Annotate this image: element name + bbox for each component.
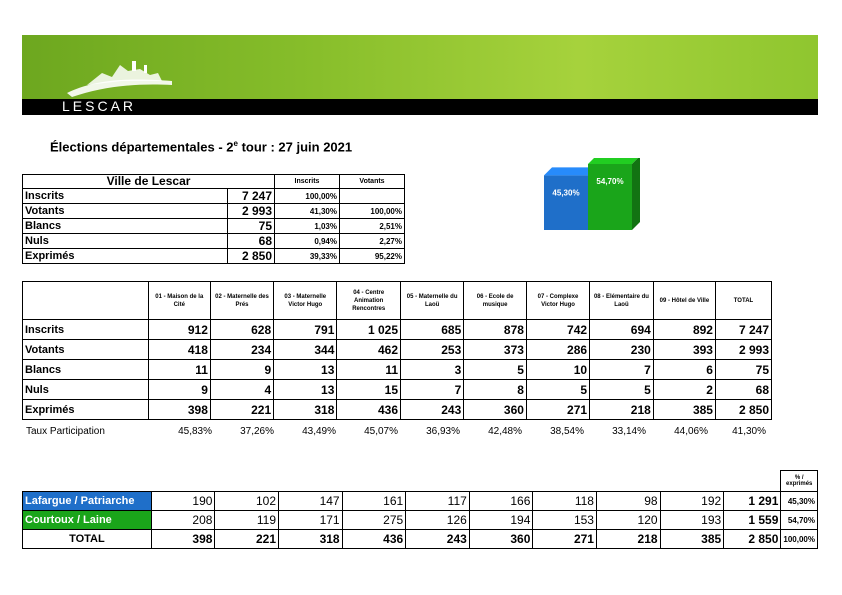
bureau-header: 03 - Maternelle Victor Hugo	[274, 282, 337, 320]
bureau-header: 04 - Centre Animation Rencontres	[337, 282, 401, 320]
candidate-label: TOTAL	[23, 530, 152, 549]
col-votants: Votants	[340, 175, 405, 189]
result-value: 126	[406, 511, 470, 530]
cell-value: 694	[590, 320, 654, 340]
candidate-label: Courtoux / Laine	[23, 511, 152, 530]
cell-value: 791	[274, 320, 337, 340]
pct-header: % / exprimés	[781, 471, 818, 492]
cell-value: 373	[464, 340, 527, 360]
result-value: 153	[533, 511, 597, 530]
participation-value: 38,54%	[550, 426, 584, 437]
result-value: 360	[469, 530, 533, 549]
bureau-row	[23, 380, 772, 400]
bureau-header: 06 - Ecole de musique	[464, 282, 527, 320]
result-value: 192	[660, 492, 724, 511]
participation-label: Taux Participation	[26, 426, 105, 437]
bureau-header: 07 - Complexe Victor Hugo	[526, 282, 589, 320]
cell-value: 912	[148, 320, 210, 340]
summary-row: Blancs 75 1,03% 2,51%	[23, 219, 405, 234]
cell-value: 393	[653, 340, 715, 360]
participation-value: 45,83%	[178, 426, 212, 437]
result-pct: 100,00%	[781, 530, 818, 549]
cell-value: 11	[148, 360, 210, 380]
cell-value: 5	[590, 380, 654, 400]
cell-value: 15	[337, 380, 401, 400]
summary-row: Exprimés 2 850 39,33% 95,22%	[23, 249, 405, 264]
lescar-castle-logo	[62, 51, 182, 101]
cell-value: 7	[401, 380, 464, 400]
cell-value: 8	[464, 380, 527, 400]
result-value: 271	[533, 530, 597, 549]
cell-value: 742	[526, 320, 589, 340]
row-label: Blancs	[23, 360, 149, 380]
participation-value: 41,30%	[732, 426, 766, 437]
result-value: 147	[279, 492, 343, 511]
bureau-header: 01 - Maison de la Cité	[148, 282, 210, 320]
result-value: 436	[342, 530, 406, 549]
bureau-row	[23, 360, 772, 380]
cell-value: 4	[210, 380, 273, 400]
cell-value: 7	[590, 360, 654, 380]
chart-data-label: 45,30%	[552, 188, 580, 198]
result-value: 318	[279, 530, 343, 549]
result-value: 102	[215, 492, 279, 511]
row-label: Nuls	[23, 380, 149, 400]
summary-table	[22, 174, 405, 264]
result-value: 398	[151, 530, 215, 549]
cell-value: 892	[653, 320, 715, 340]
result-value: 1 559	[724, 511, 781, 530]
result-pct: 54,70%	[781, 511, 818, 530]
bureau-row	[23, 340, 772, 360]
cell-value: 68	[715, 380, 771, 400]
chart-data-label: 54,70%	[596, 177, 624, 186]
participation-value: 44,06%	[674, 426, 708, 437]
header-blank	[23, 282, 149, 320]
bureau-row	[23, 320, 772, 340]
result-value: 2 850	[724, 530, 781, 549]
participation-value: 33,14%	[612, 426, 646, 437]
result-row	[23, 530, 818, 549]
participation-value: 43,49%	[302, 426, 336, 437]
cell-value: 418	[148, 340, 210, 360]
cell-value: 11	[337, 360, 401, 380]
summary-row: Votants 2 993 41,30% 100,00%	[23, 204, 405, 219]
row-label: Votants	[23, 340, 149, 360]
bureau-header: 02 - Maternelle des Prés	[210, 282, 273, 320]
cell-value: 462	[337, 340, 401, 360]
bureau-header: TOTAL	[715, 282, 771, 320]
cell-value: 13	[274, 380, 337, 400]
result-value: 166	[469, 492, 533, 511]
cell-value: 344	[274, 340, 337, 360]
result-value: 385	[660, 530, 724, 549]
cell-value: 685	[401, 320, 464, 340]
bureau-row	[23, 400, 772, 420]
banner-strip	[22, 99, 818, 115]
chart-bar-side	[632, 158, 640, 230]
result-value: 161	[342, 492, 406, 511]
participation-value: 36,93%	[426, 426, 460, 437]
cell-value: 234	[210, 340, 273, 360]
result-value: 119	[215, 511, 279, 530]
participation-value: 37,26%	[240, 426, 274, 437]
bureaux-table	[22, 281, 772, 420]
chart-bar	[544, 175, 588, 230]
cell-value: 628	[210, 320, 273, 340]
page-title: Élections départementales - 2e tour : 27 juin 2021	[50, 139, 353, 155]
summary-row: Nuls 68 0,94% 2,27%	[23, 234, 405, 249]
cell-value: 878	[464, 320, 527, 340]
result-value: 117	[406, 492, 470, 511]
cell-value: 2 993	[715, 340, 771, 360]
cell-value: 7 247	[715, 320, 771, 340]
result-value: 243	[406, 530, 470, 549]
cell-value: 318	[274, 400, 337, 420]
cell-value: 271	[526, 400, 589, 420]
result-value: 194	[469, 511, 533, 530]
result-value: 1 291	[724, 492, 781, 511]
cell-value: 75	[715, 360, 771, 380]
cell-value: 221	[210, 400, 273, 420]
result-row	[23, 492, 818, 511]
result-value: 190	[151, 492, 215, 511]
cell-value: 218	[590, 400, 654, 420]
result-row	[23, 511, 818, 530]
cell-value: 230	[590, 340, 654, 360]
result-value: 218	[596, 530, 660, 549]
chart-bar-top	[588, 158, 640, 164]
candidate-label: Lafargue / Patriarche	[23, 492, 152, 511]
row-label: Inscrits	[23, 320, 149, 340]
header-banner	[22, 35, 818, 115]
cell-value: 360	[464, 400, 527, 420]
participation-value: 45,07%	[364, 426, 398, 437]
cell-value: 5	[526, 380, 589, 400]
chart-bar	[588, 164, 632, 230]
cell-value: 2 850	[715, 400, 771, 420]
row-label: Exprimés	[23, 400, 149, 420]
result-pct: 45,30%	[781, 492, 818, 511]
bureau-header: 05 - Maternelle du Laoü	[401, 282, 464, 320]
cell-value: 253	[401, 340, 464, 360]
city-name: Ville de Lescar	[23, 175, 275, 189]
cell-value: 286	[526, 340, 589, 360]
cell-value: 3	[401, 360, 464, 380]
cell-value: 13	[274, 360, 337, 380]
result-value: 118	[533, 492, 597, 511]
result-value: 98	[596, 492, 660, 511]
cell-value: 243	[401, 400, 464, 420]
cell-value: 9	[148, 380, 210, 400]
bureau-header: 09 - Hôtel de Ville	[653, 282, 715, 320]
result-value: 208	[151, 511, 215, 530]
logo-text: LESCAR	[62, 98, 137, 114]
cell-value: 6	[653, 360, 715, 380]
col-inscrits: Inscrits	[275, 175, 340, 189]
result-value: 193	[660, 511, 724, 530]
cell-value: 10	[526, 360, 589, 380]
cell-value: 385	[653, 400, 715, 420]
cell-value: 436	[337, 400, 401, 420]
result-value: 275	[342, 511, 406, 530]
result-value: 120	[596, 511, 660, 530]
result-value: 221	[215, 530, 279, 549]
cell-value: 9	[210, 360, 273, 380]
cell-value: 398	[148, 400, 210, 420]
results-bar-chart	[540, 158, 660, 243]
result-value: 171	[279, 511, 343, 530]
summary-row: Inscrits 7 247 100,00%	[23, 189, 405, 204]
results-table	[22, 470, 818, 549]
cell-value: 2	[653, 380, 715, 400]
cell-value: 1 025	[337, 320, 401, 340]
cell-value: 5	[464, 360, 527, 380]
participation-value: 42,48%	[488, 426, 522, 437]
bureau-header: 08 - Elémentaire du Laoü	[590, 282, 654, 320]
